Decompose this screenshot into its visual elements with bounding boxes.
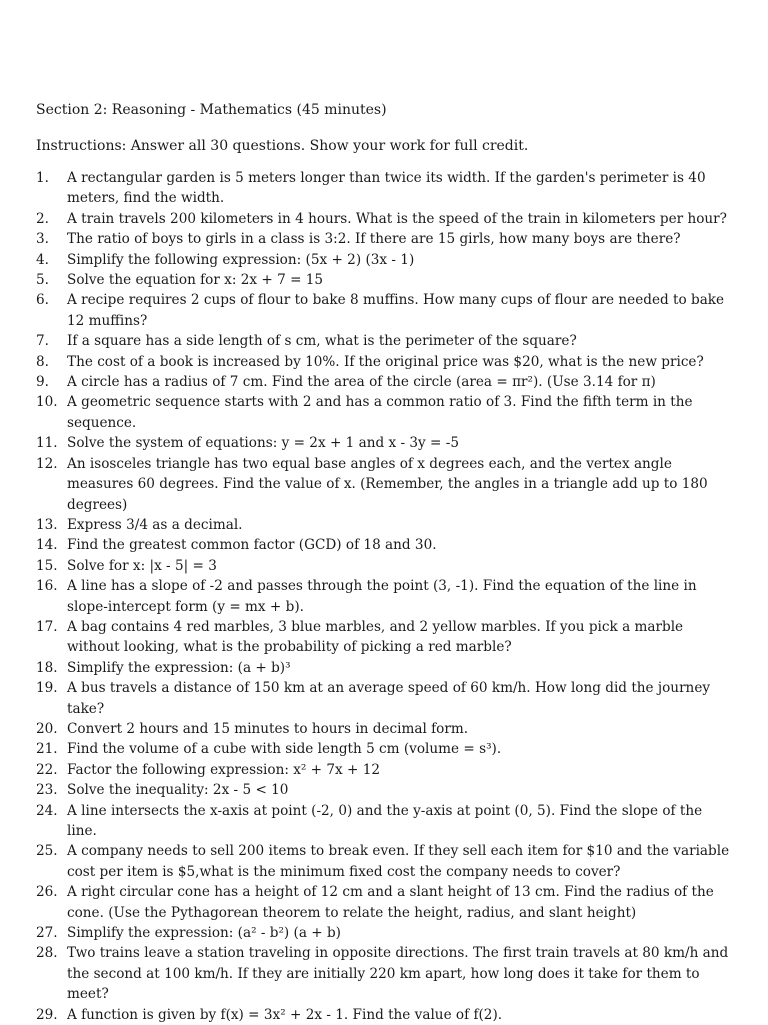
question-number: 25. (36, 843, 58, 860)
question-item (36, 433, 736, 453)
question-text: Solve for x: |x - 5| = 3 (67, 557, 217, 574)
question-number: 26. (36, 884, 58, 901)
question-item (36, 556, 736, 576)
question-text: A circle has a radius of 7 cm. Find the area of the circle (area = πr²). (Use 3.14 for π) (67, 374, 656, 391)
question-item (36, 780, 736, 800)
question-item (36, 250, 736, 270)
question-text: A train travels 200 kilometers in 4 hours. What is the speed of the train in kilometers per hour? (67, 210, 727, 227)
question-number: 2. (36, 210, 49, 227)
question-item (36, 801, 736, 842)
question-item (36, 943, 736, 1004)
question-number: 10. (36, 394, 58, 411)
question-text: Find the greatest common factor (GCD) of 18 and 30. (67, 537, 437, 554)
question-number: 28. (36, 945, 58, 962)
question-item (36, 576, 736, 617)
question-number: 3. (36, 231, 49, 248)
question-number: 17. (36, 618, 58, 635)
question-text: Express 3/4 as a decimal. (67, 516, 243, 533)
question-number: 8. (36, 353, 49, 370)
question-list (36, 168, 736, 1025)
question-number: 14. (36, 537, 58, 554)
question-text: A company needs to sell 200 items to break even. If they sell each item for $10 and the variable cost per item is $5,what is the minimum fixed cost the company needs to cover? (67, 843, 730, 880)
question-item (36, 617, 736, 658)
question-number: 9. (36, 374, 49, 391)
question-item (36, 1005, 736, 1025)
question-text: Factor the following expression: x² + 7x + 12 (67, 761, 381, 778)
question-text: Simplify the expression: (a + b)³ (67, 659, 291, 676)
question-text: A rectangular garden is 5 meters longer than twice its width. If the garden's perimeter is 40 meters, find the width. (67, 170, 706, 207)
question-number: 13. (36, 516, 58, 533)
question-text: A function is given by f(x) = 3x² + 2x - 1. Find the value of f(2). (67, 1006, 503, 1023)
section-title: Section 2: Reasoning - Mathematics (45 minutes) (36, 102, 387, 118)
question-item (36, 454, 736, 515)
question-number: 7. (36, 333, 49, 350)
question-number: 18. (36, 659, 58, 676)
question-number: 21. (36, 741, 58, 758)
question-item (36, 841, 736, 882)
question-text: A line has a slope of -2 and passes through the point (3, -1). Find the equation of the line in slope-intercept form (y = mx + b). (67, 578, 697, 615)
question-number: 1. (36, 170, 49, 186)
instructions: Instructions: Answer all 30 questions. Show your work for full credit. (36, 138, 529, 154)
question-item (36, 658, 736, 678)
question-item (36, 923, 736, 943)
question-number: 4. (36, 251, 49, 268)
question-item (36, 209, 736, 229)
question-item (36, 882, 736, 923)
question-number: 15. (36, 557, 58, 574)
question-item (36, 229, 736, 249)
question-number: 22. (36, 761, 58, 778)
question-item (36, 760, 736, 780)
question-number: 16. (36, 578, 58, 595)
question-number: 5. (36, 272, 49, 289)
question-text: A recipe requires 2 cups of flour to bake 8 muffins. How many cups of flour are needed to bake 12 muffins? (67, 292, 725, 329)
question-number: 6. (36, 292, 49, 309)
question-number: 24. (36, 802, 58, 819)
question-item (36, 515, 736, 535)
question-text: A bag contains 4 red marbles, 3 blue marbles, and 2 yellow marbles. If you pick a marble without looking, what is the probability of picking a red marble? (67, 618, 684, 656)
question-item (36, 719, 736, 739)
question-text: Solve the inequality: 2x - 5 < 10 (67, 782, 289, 799)
question-text: A right circular cone has a height of 12 cm and a slant height of 13 cm. Find the radius of the cone. (Use the Pythagorean theorem to relate the height, radius, and slant height) (67, 884, 714, 921)
question-text: A geometric sequence starts with 2 and has a common ratio of 3. Find the fifth term in the sequence. (67, 394, 693, 431)
question-number: 23. (36, 782, 58, 799)
question-item (36, 290, 736, 331)
question-number: 27. (36, 925, 58, 942)
question-text: A bus travels a distance of 150 km at an average speed of 60 km/h. How long did the journey take? (67, 680, 711, 717)
question-number: 11. (36, 435, 58, 452)
question-text: The cost of a book is increased by 10%. If the original price was $20, what is the new price? (67, 353, 704, 370)
question-text: Simplify the expression: (a² - b²) (a + b) (67, 925, 341, 942)
question-item (36, 331, 736, 351)
question-text: Solve the system of equations: y = 2x + 1 and x - 3y = -5 (67, 435, 460, 452)
question-item (36, 168, 736, 209)
question-text: A line intersects the x-axis at point (-2, 0) and the y-axis at point (0, 5). Find the slope of the line. (67, 802, 703, 839)
question-text: Find the volume of a cube with side length 5 cm (volume = s³). (67, 741, 502, 758)
document-page (36, 100, 736, 1025)
question-item (36, 678, 736, 719)
question-item (36, 372, 736, 392)
question-item (36, 392, 736, 433)
question-item (36, 270, 736, 290)
question-text: Simplify the following expression: (5x + 2) (3x - 1) (67, 251, 415, 268)
question-text: If a square has a side length of s cm, what is the perimeter of the square? (67, 333, 577, 350)
question-text: The ratio of boys to girls in a class is 3:2. If there are 15 girls, how many boys are there? (67, 231, 681, 248)
question-number: 29. (36, 1006, 58, 1023)
question-item (36, 739, 736, 759)
question-text: Convert 2 hours and 15 minutes to hours in decimal form. (67, 720, 469, 737)
question-item (36, 352, 736, 372)
question-text: An isosceles triangle has two equal base angles of x degrees each, and the vertex angle measures 60 degrees. Find the value of x. (Remember, the angles in a triangle add up to 180 degrees) (67, 455, 708, 513)
question-text: Solve the equation for x: 2x + 7 = 15 (67, 272, 324, 289)
question-item (36, 535, 736, 555)
question-number: 12. (36, 455, 58, 472)
question-number: 19. (36, 680, 58, 697)
question-text: Two trains leave a station traveling in opposite directions. The first train travels at 80 km/h and the second at 100 km/h. If they are initially 220 km apart, how long does it take for them to meet? (67, 945, 729, 1003)
question-number: 20. (36, 720, 58, 737)
